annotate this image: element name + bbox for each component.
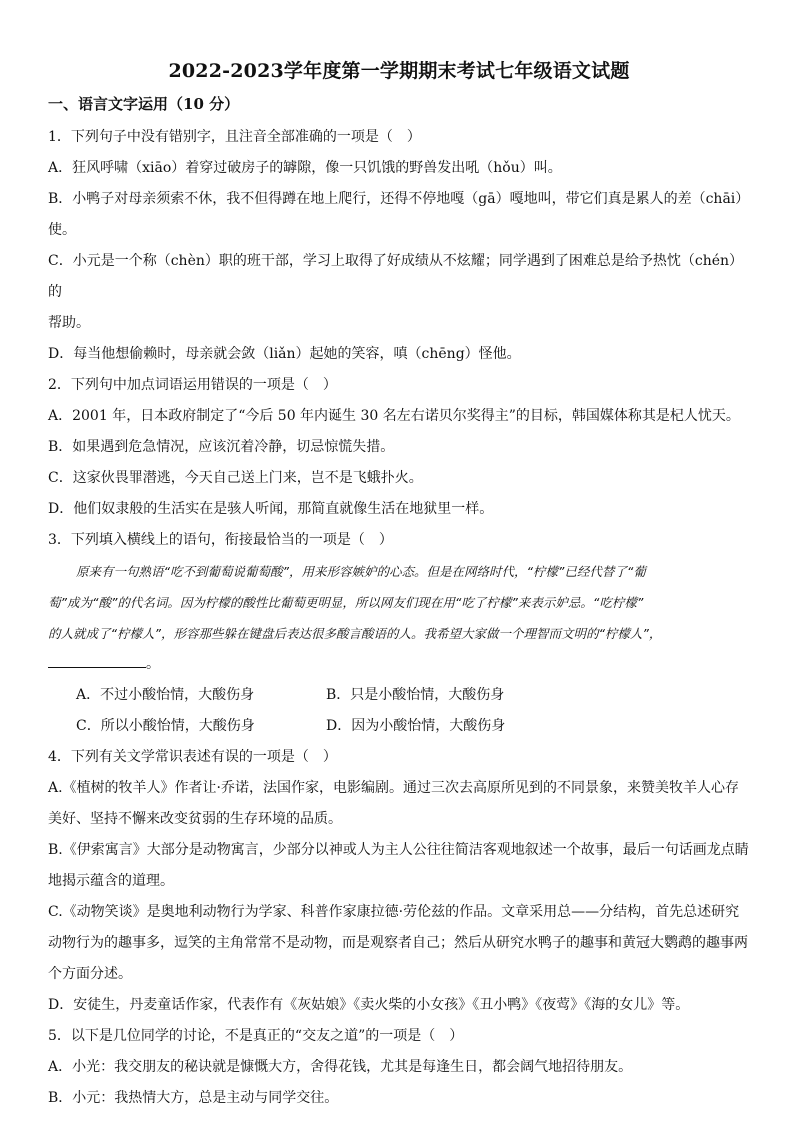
option-c: C.《动物笑谈》是奥地利动物行为学家、科普作家康拉德·劳伦兹的作品。文章采用总——分结构，首先总述研究 — [48, 904, 740, 920]
question-stem: 1．下列句子中没有错别字，且注音全部准确的一项是（ ） — [48, 129, 421, 145]
option-d: D．安徒生，丹麦童话作家，代表作有《灰姑娘》《卖火柴的小女孩》《丑小鸭》《夜莺》《海的女儿》等。 — [48, 997, 690, 1013]
question-4 — [48, 742, 750, 1021]
passage-line-3: 的人就成了“柠檬人”，形容那些躲在键盘后表达很多酸言酸语的人。我希望大家做一个理智而文明的“柠檬人”， — [48, 626, 662, 641]
option-b: B．小元：我热情大方，总是主动与同学交往。 — [48, 1090, 339, 1106]
blank-period: 。 — [146, 656, 160, 672]
option-c-continued: 帮助。 — [48, 315, 90, 331]
question-stem: 3．下列填入横线上的语句，衔接最恰当的一项是（ ） — [48, 532, 393, 548]
option-c: C．小元是一个称（chèn）职的班干部，学习上取得了好成绩从不炫耀；同学遇到了困难总是给予热忱（chén）的 — [48, 253, 744, 300]
question-stem: 4．下列有关文学常识表述有误的一项是（ ） — [48, 749, 337, 765]
option-a: A．小光：我交朋友的秘诀就是慷慨大方，舍得花钱，尤其是每逢生日，都会阔气地招待朋友。 — [48, 1059, 633, 1075]
option-d: D．每当他想偷赖时，母亲就会敛（liǎn）起她的笑容，嗔（chēng）怪他。 — [48, 346, 521, 362]
passage-line-1: 原来有一句熟语“吃不到葡萄说葡萄酸”，用来形容嫉妒的心态。但是在网络时代，“柠檬”已经代替了“葡 — [76, 564, 646, 579]
question-2 — [48, 370, 750, 525]
options-grid — [48, 680, 750, 742]
exam-page — [48, 56, 750, 1114]
answer-blank — [48, 651, 146, 668]
option-c: C．所以小酸怡情，大酸伤身 — [76, 718, 255, 734]
option-c-continued: 动物行为的趣事多，逗笑的主角常常不是动物，而是观察者自己；然后从研究水鸭子的趣事和黄冠大鹦鹉的趣事两 — [48, 935, 748, 951]
option-b: B．如果遇到危急情况，应该沉着冷静，切忌惊慌失措。 — [48, 439, 395, 455]
passage-line-2: 萄”成为“酸”的代名词。因为柠檬的酸性比葡萄更明显，所以网友们现在用“吃了柠檬”来表示妒忌。“吃柠檬” — [48, 595, 644, 610]
option-c-continued-2: 个方面分述。 — [48, 966, 132, 982]
fill-blank-line — [48, 649, 750, 680]
option-a: A．狂风呼啸（xiāo）着穿过破房子的罅隙，像一只饥饿的野兽发出吼（hǒu）叫。 — [48, 160, 562, 176]
option-b: B．小鸭子对母亲须索不休，我不但得蹲在地上爬行，还得不停地嘎（gā）嘎地叫，带它们真是累人的差（chāi）使。 — [48, 191, 750, 238]
option-c: C．这家伙畏罪潜逃，今天自己送上门来，岂不是飞蛾扑火。 — [48, 470, 423, 486]
question-stem: 5．以下是几位同学的讨论，不是真正的“交友之道”的一项是（ ） — [48, 1028, 464, 1044]
option-b-continued: 地揭示蕴含的道理。 — [48, 873, 174, 889]
option-a: A．2001 年，日本政府制定了“今后 50 年内诞生 30 名左右诺贝尔奖得主”的目标，韩国媒体称其是杞人忧天。 — [48, 408, 740, 424]
option-a: A.《植树的牧羊人》作者让·乔诺，法国作家，电影编剧。通过三次去高原所见到的不同景象，来赞美牧羊人心存 — [48, 780, 740, 796]
option-b: B.《伊索寓言》大部分是动物寓言，少部分以神或人为主人公往往简洁客观地叙述一个故事，最后一句话画龙点睛 — [48, 842, 749, 858]
option-a: A．不过小酸怡情，大酸伤身 — [76, 687, 255, 703]
section-heading: 一、语言文字运用（10 分） — [48, 95, 240, 113]
page-title: 2022-2023学年度第一学期期末考试七年级语文试题 — [168, 60, 630, 82]
question-3 — [48, 525, 750, 742]
option-d: D．因为小酸怡情，大酸伤身 — [326, 718, 506, 734]
question-1 — [48, 122, 750, 370]
question-5 — [48, 1021, 750, 1114]
question-stem: 2．下列句中加点词语运用错误的一项是（ ） — [48, 377, 337, 393]
option-a-continued: 美好、坚持不懈来改变贫弱的生存环境的品质。 — [48, 811, 342, 827]
option-d: D．他们奴隶般的生活实在是骇人听闻，那简直就像生活在地狱里一样。 — [48, 501, 494, 517]
option-b: B．只是小酸怡情，大酸伤身 — [326, 687, 505, 703]
